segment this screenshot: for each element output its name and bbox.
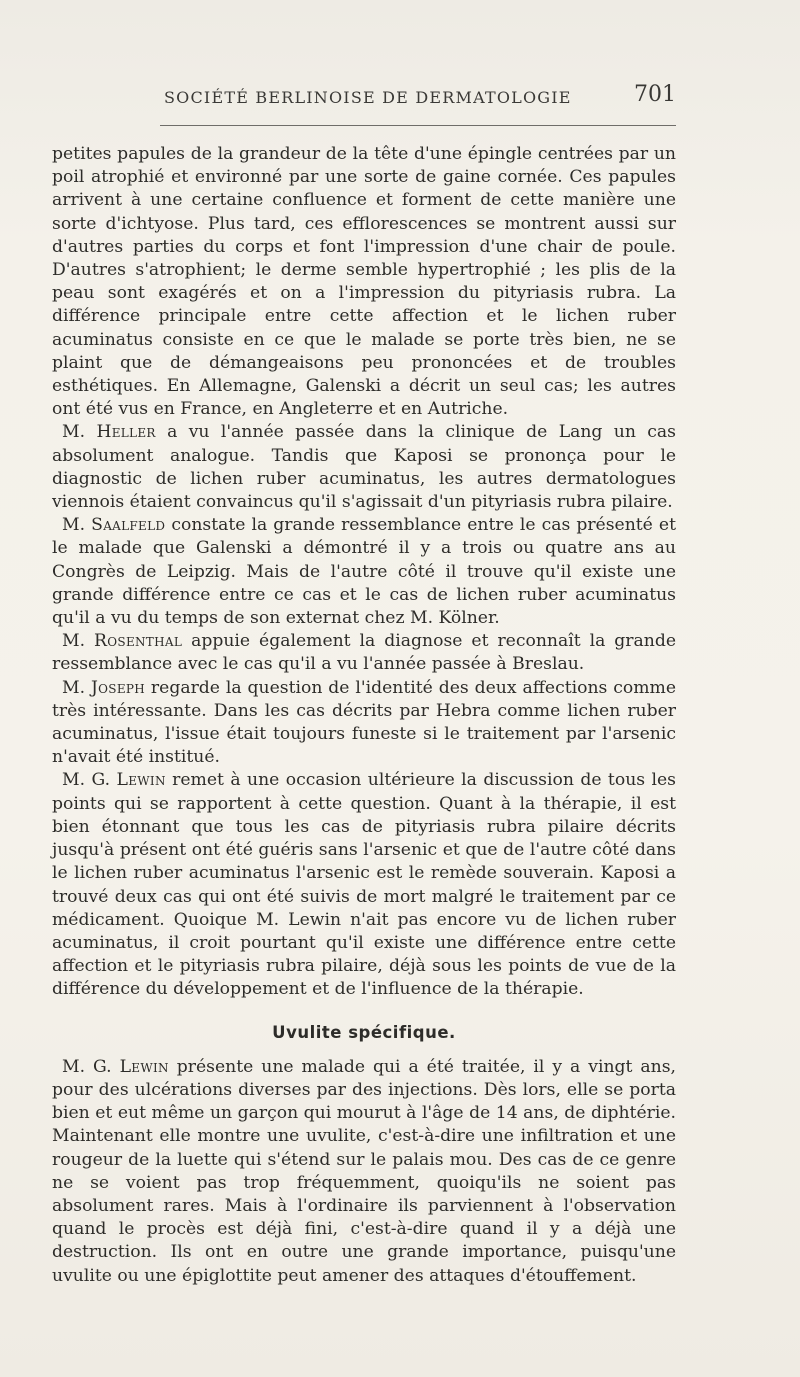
paragraph-joseph xyxy=(52,677,676,770)
speaker-name: Lewin xyxy=(119,1056,169,1077)
body-text xyxy=(52,143,676,1288)
paragraph-rosenthal xyxy=(52,630,676,676)
paragraph-saalfeld xyxy=(52,514,676,630)
speaker-prefix: M. xyxy=(62,631,95,652)
speaker-name: Lewin xyxy=(116,770,166,791)
paragraph-text: regarde la question de l'identité des deux affections comme très intéressante. Dans les cas décrits par Hebra comme lichen ruber acuminatus, l'issue était toujours funeste si le traitement par l'arsenic n'avait été institué. xyxy=(52,677,676,768)
speaker-prefix: M. G. xyxy=(62,770,117,791)
paragraph-text: présente une malade qui a été traitée, il y a vingt ans, pour des ulcérations diverses par des injections. Dès lors, elle se porta bien et eut même un garçon qui mourut à l'âge de 14 ans, de diphtérie. Maintenant elle montre une uvulite, c'est-à-dire une infiltration et une rougeur de la luette qui s'étend sur le palais mou. Des cas de ce genre ne se voient pas trop fréquemment, quoiqu'ils ne soient pas absolument rares. Mais à l'ordinaire ils parviennent à l'observation quand le procès est déjà fini, c'est-à-dire quand il y a déjà une destruction. Ils ont en outre une grande importance, puisqu'une uvulite ou une épiglottite peut amener des attaques d'étouffement. xyxy=(52,1056,676,1286)
header-rule xyxy=(160,125,676,126)
speaker-name: Rosenthal xyxy=(94,631,183,652)
running-title: SOCIÉTÉ BERLINOISE DE DERMATOLOGIE xyxy=(164,88,572,107)
speaker-name: Heller xyxy=(96,422,156,443)
paragraph-text: constate la grande ressemblance entre le cas présenté et le malade que Galenski a démontré il y a trois ou quatre ans au Congrès de Leipzig. Mais de l'autre côté il trouve qu'il existe une grande différence entre ce cas et le cas de lichen ruber acuminatus qu'il a vu du temps de son externat chez M. Kölner. xyxy=(52,515,676,629)
paragraph-heller xyxy=(52,421,676,514)
speaker-prefix: M. xyxy=(62,677,91,698)
paragraph-lewin xyxy=(52,769,676,1001)
speaker-prefix: M. xyxy=(62,515,92,536)
paragraph-text: appuie également la diagnose et reconnaît la grande ressemblance avec le cas qu'il a vu l'année passée à Breslau. xyxy=(52,631,676,675)
speaker-prefix: M. xyxy=(62,422,97,443)
paragraph-continuation: petites papules de la grandeur de la tête d'une épingle centrées par un poil atrophié et environné par une sorte de gaine cornée. Ces papules arrivent à une certaine confluence et forment de cette manière une sorte d'ichtyose. Plus tard, ces efflorescences se montrent aussi sur d'autres parties du corps et font l'impression d'une chair de poule. D'autres s'atrophient; le derme semble hypertrophié ; les plis de la peau sont exagérés et on a l'impression du pityriasis rubra. La différence principale entre cette affection et le lichen ruber acuminatus consiste en ce que le malade se porte très bien, ne se plaint que de démangeaisons peu prononcées et de troubles esthétiques. En Allemagne, Galenski a décrit un seul cas; les autres ont été vus en France, en Angleterre et en Autriche. xyxy=(52,144,676,420)
speaker-name: Joseph xyxy=(90,677,146,698)
paragraph-text: remet à une occasion ultérieure la discussion de tous les points qui se rapportent à cette question. Quant à la thérapie, il est bien étonnant que tous les cas de pityriasis rubra pilaire décrits jusqu'à présent ont été guéris sans l'arsenic et que de l'autre côté dans le lichen ruber acuminatus l'arsenic est le remède souverain. Kaposi a trouvé deux cas qui ont été suivis de mort malgré le traitement par ce médicament. Quoique M. Lewin n'ait pas encore vu de lichen ruber acuminatus, il croit pourtant qu'il existe une différence entre cette affection et le pityriasis rubra pilaire, déjà sous les points de vue de la différence du développement et de l'influence de la thérapie. xyxy=(52,770,676,1000)
page-number: 701 xyxy=(634,82,676,107)
paragraph-uvulite xyxy=(52,1056,676,1288)
speaker-name: Saalfeld xyxy=(91,515,166,536)
speaker-prefix: M. G. xyxy=(62,1056,120,1077)
paragraph-text: a vu l'année passée dans la clinique de Lang un cas absolument analogue. Tandis que Kaposi se prononça pour le diagnostic de lichen ruber acuminatus, les autres dermatologues viennois étaient convaincus qu'il s'agissait d'un pityriasis rubra pilaire. xyxy=(52,422,676,513)
section-title: Uvulite spécifique. xyxy=(272,1022,456,1042)
page-header xyxy=(52,82,676,116)
